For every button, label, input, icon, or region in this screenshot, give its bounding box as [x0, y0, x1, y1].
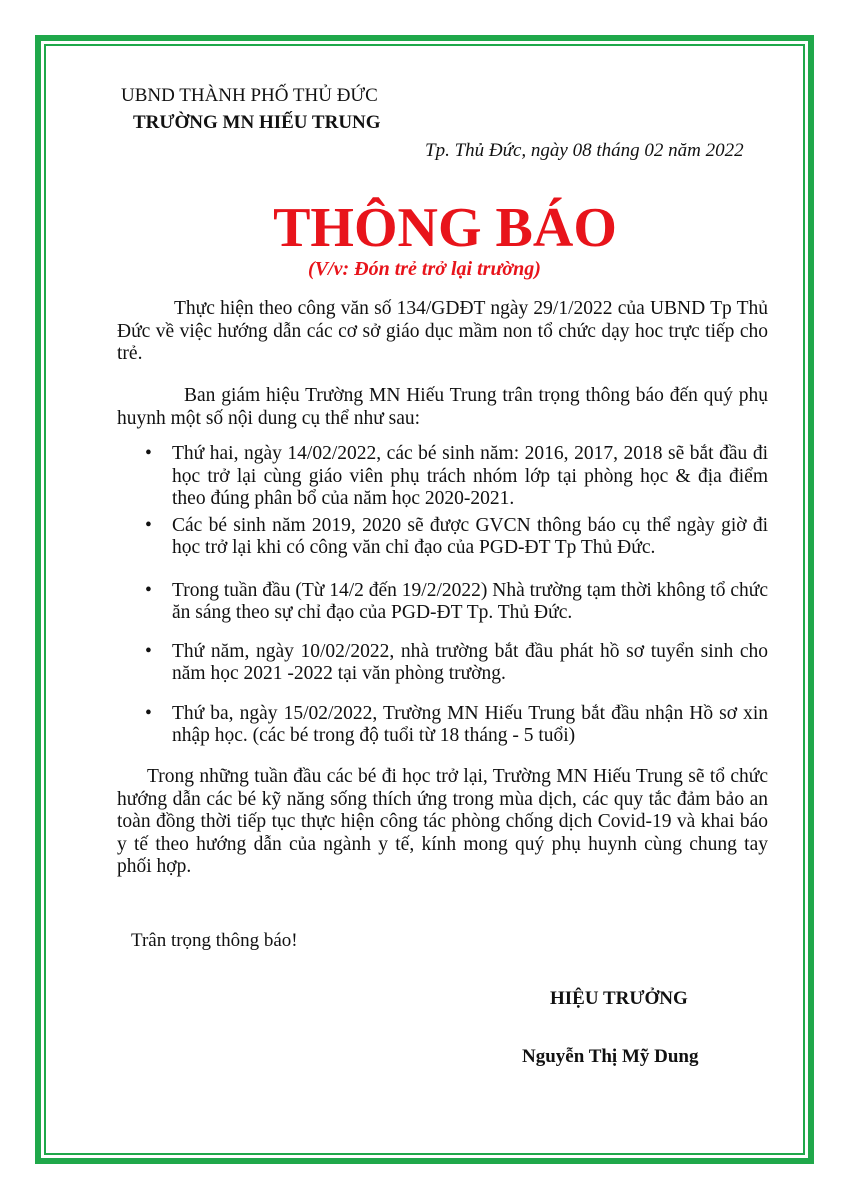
list-item: [117, 703, 768, 748]
list-item-text: Thứ hai, ngày 14/02/2022, các bé sinh năm: 2016, 2017, 2018 sẽ bắt đầu đi học trở lại cùng giáo viên phụ trách nhóm lớp tại phòng học & địa điểm theo đúng phân bổ của năm học 2020-2021.: [172, 443, 768, 509]
bullet-icon: •: [145, 702, 152, 724]
list-item: [117, 641, 768, 686]
signature-title: HIỆU TRƯỞNG: [550, 988, 688, 1009]
list-item: [117, 580, 768, 625]
closing-line: Trân trọng thông báo!: [131, 930, 298, 951]
school-name: TRƯỜNG MN HIẾU TRUNG: [133, 112, 381, 133]
list-item-text: Trong tuần đầu (Từ 14/2 đến 19/2/2022) Nhà trường tạm thời không tổ chức ăn sáng theo sự chỉ đạo của PGD-ĐT Tp. Thủ Đức.: [172, 579, 768, 623]
list-item-text: Thứ năm, ngày 10/02/2022, nhà trường bắt đầu phát hồ sơ tuyển sinh cho năm học 2021 -2022 tại văn phòng trường.: [172, 640, 768, 684]
date-line: Tp. Thủ Đức, ngày 08 tháng 02 năm 2022: [425, 140, 744, 161]
notice-list: [117, 443, 768, 748]
bullet-icon: •: [145, 579, 152, 601]
signature-name: Nguyễn Thị Mỹ Dung: [522, 1046, 699, 1067]
document-subtitle: (V/v: Đón trẻ trở lại trường): [308, 258, 541, 280]
issuing-authority: UBND THÀNH PHỐ THỦ ĐỨC: [121, 85, 378, 106]
paragraph-covid-guidance: Trong những tuần đầu các bé đi học trở lại, Trường MN Hiếu Trung sẽ tổ chức hướng dẫn các bé kỹ năng sống thích ứng trong mùa dịch, các quy tắc đảm bảo an toàn đồng thời tiếp tục thực hiện công tác phòng chống dịch Covid-19 và khai báo y tế theo hướng dẫn của ngành y tế, kính mong quý phụ huynh cùng chung tay phối hợp.: [117, 766, 768, 877]
bullet-icon: •: [145, 514, 152, 536]
bullet-icon: •: [145, 640, 152, 662]
bullet-icon: •: [145, 443, 152, 464]
document-title: THÔNG BÁO: [273, 197, 617, 259]
list-item-text: Các bé sinh năm 2019, 2020 sẽ được GVCN thông báo cụ thể ngày giờ đi học trở lại khi có công văn chỉ đạo của PGD-ĐT Tp Thủ Đức.: [172, 514, 768, 558]
list-item: [117, 443, 768, 511]
list-item: [117, 515, 768, 560]
paragraph-reference: Thực hiện theo công văn số 134/GDĐT ngày 29/1/2022 của UBND Tp Thủ Đức về việc hướng dẫn các cơ sở giáo dục mầm non tổ chức dạy hoc trực tiếp cho trẻ.: [117, 298, 768, 364]
list-item-text: Thứ ba, ngày 15/02/2022, Trường MN Hiếu Trung bắt đầu nhận Hồ sơ xin nhập học. (các bé trong độ tuổi từ 18 tháng - 5 tuổi): [172, 702, 768, 746]
paragraph-intro: Ban giám hiệu Trường MN Hiếu Trung trân trọng thông báo đến quý phụ huynh một số nội dung cụ thể như sau:: [117, 385, 768, 429]
